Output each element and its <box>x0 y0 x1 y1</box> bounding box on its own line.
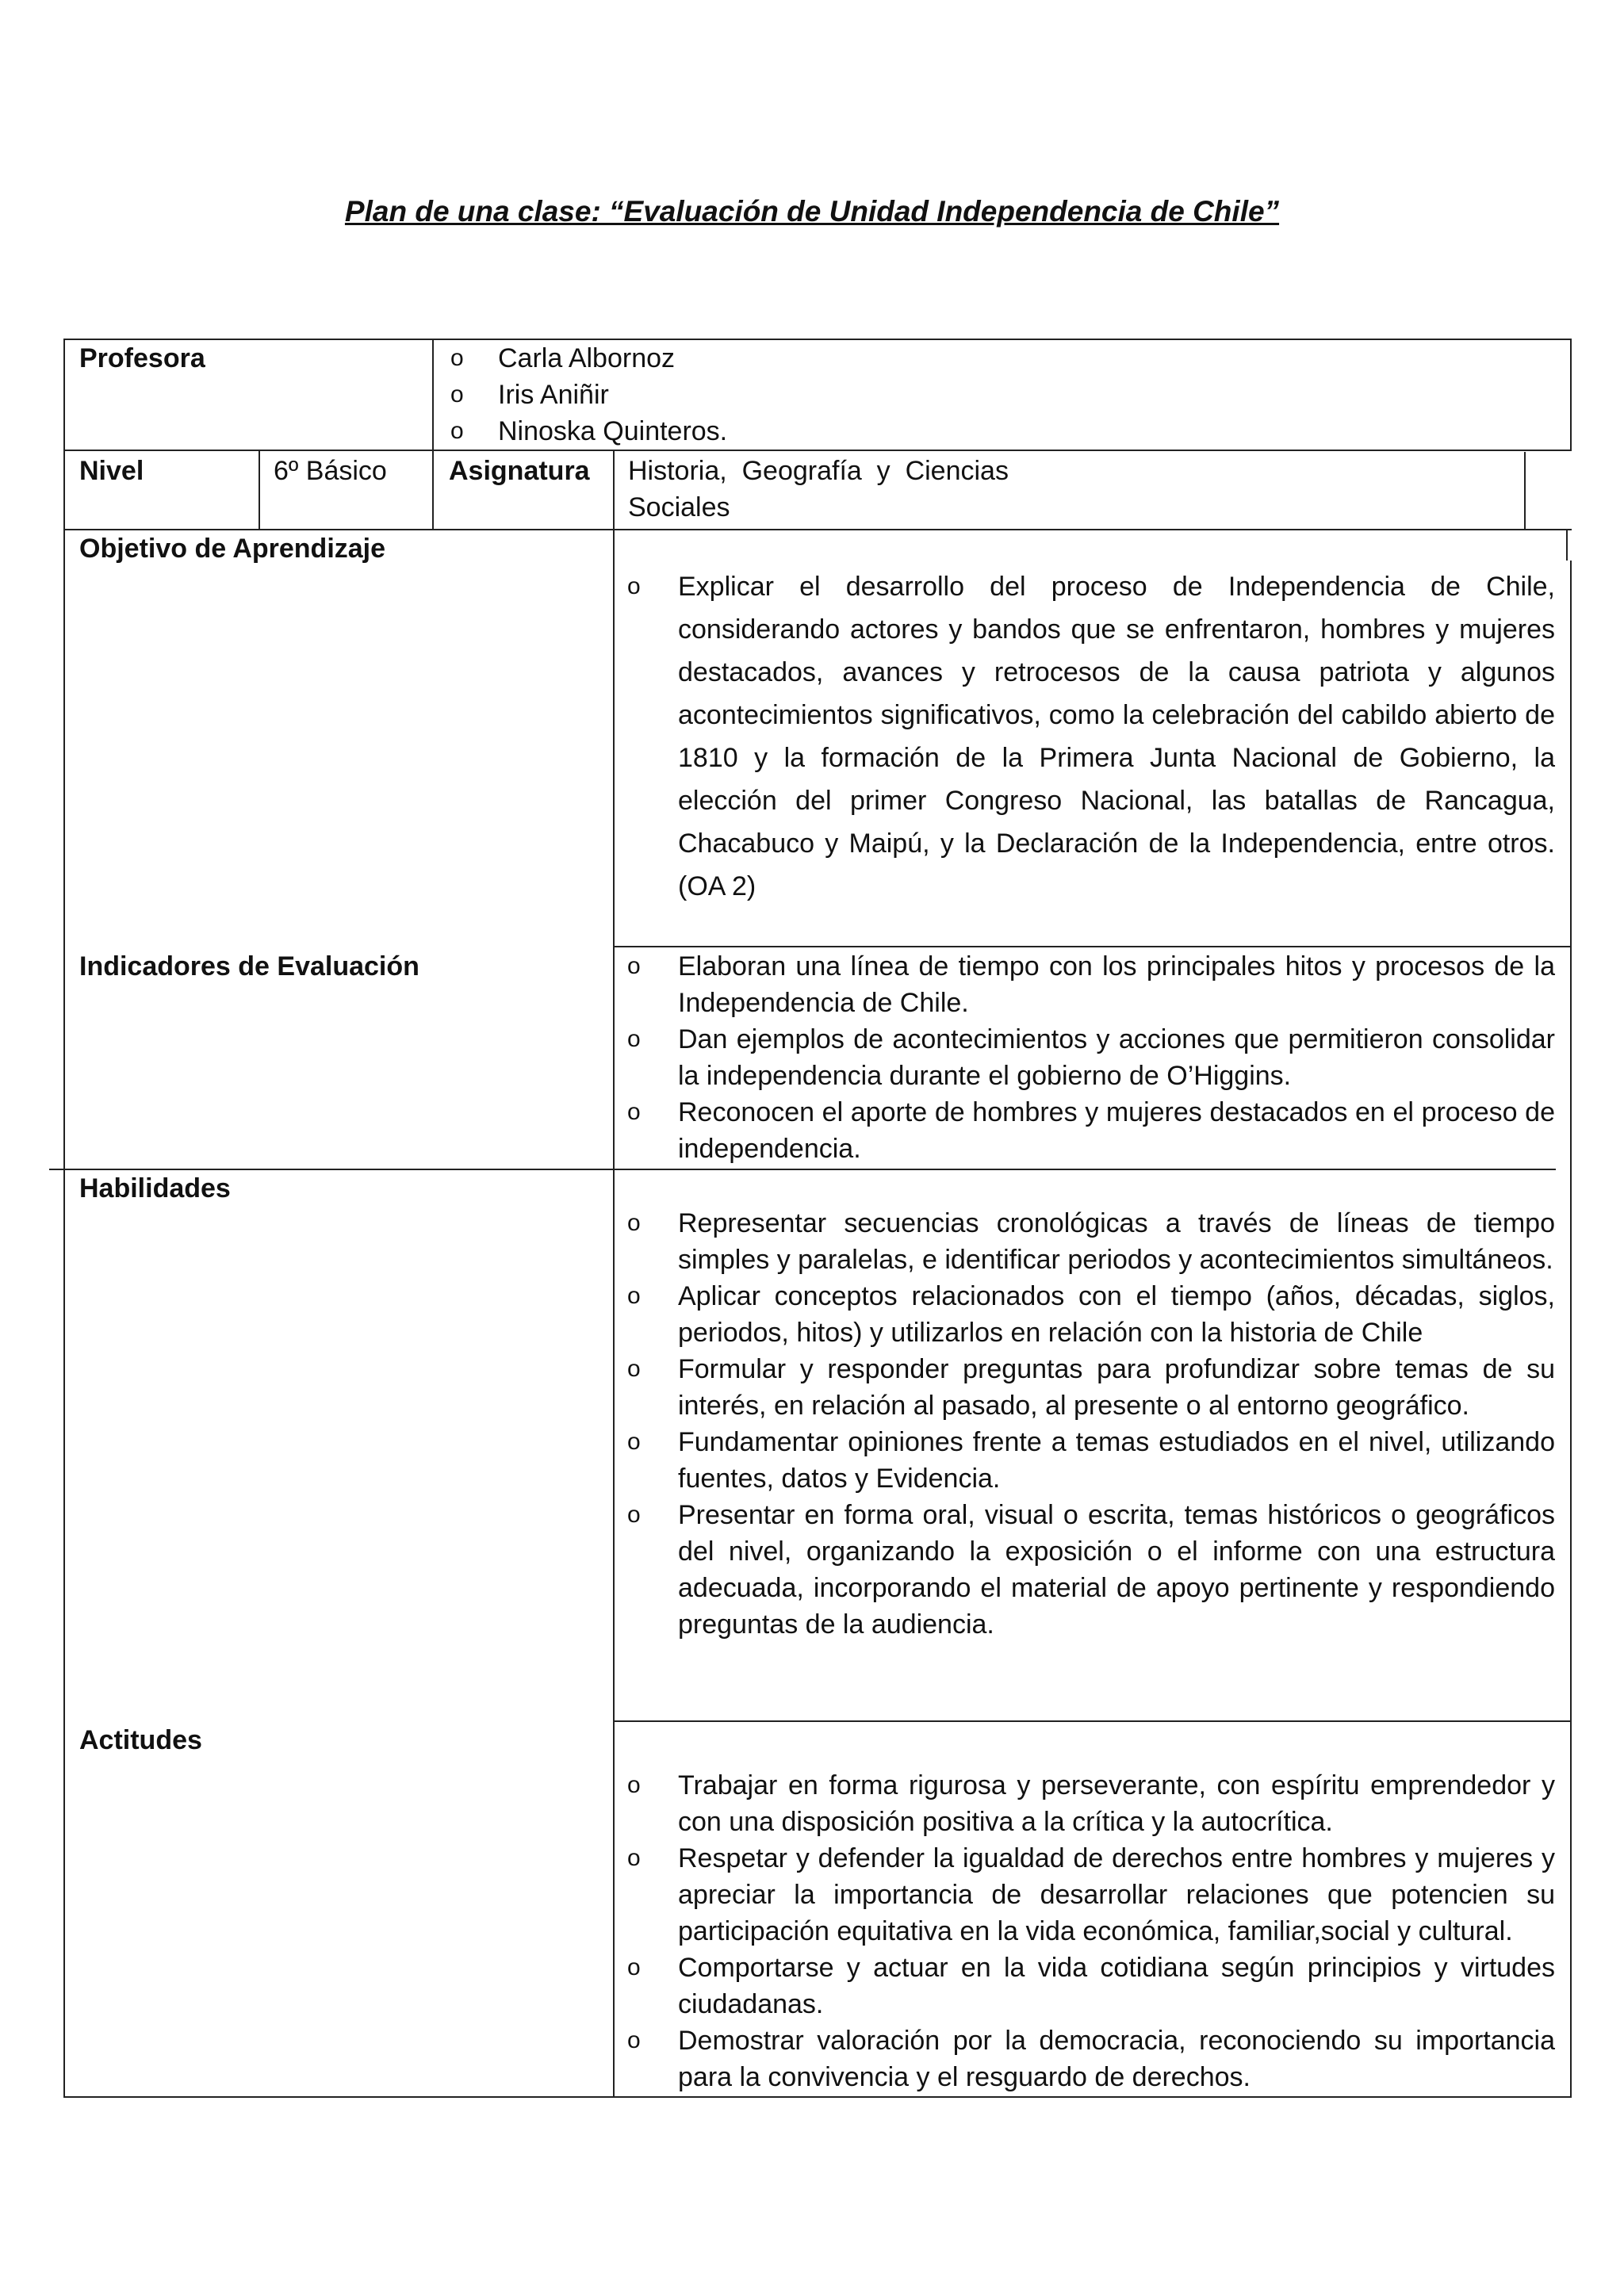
column-divider <box>259 450 260 529</box>
bullet-icon: o <box>627 1099 641 1125</box>
bullet-icon: o <box>450 418 464 444</box>
list-item: o Presentar en forma oral, visual o escrita, temas históricos o geográficos del nivel, organizando la exposición o el informe con una estructura adecuada, incorporando el material de apoyo pertinente y respondiendo preguntas de la audiencia. <box>613 1497 1555 1643</box>
list-item: o Elaboran una línea de tiempo con los principales hitos y procesos de la Independencia de Chile. <box>613 948 1555 1021</box>
list-item: o Carla Albornoz <box>432 340 1542 377</box>
table-border-right <box>1570 339 1572 450</box>
objetivo-list <box>613 565 1555 908</box>
bullet-icon: o <box>627 1429 641 1455</box>
habilidades-label: Habilidades <box>79 1173 231 1203</box>
asignatura-value-line1: Historia, Geografía y Ciencias <box>628 456 1009 486</box>
indicadores-list <box>613 948 1555 1167</box>
bullet-icon: o <box>627 573 641 599</box>
nivel-value: 6º Básico <box>274 456 387 486</box>
row-divider <box>613 946 1572 947</box>
table-border-right <box>1570 561 1572 2098</box>
table-border-right <box>1524 452 1526 529</box>
row-divider <box>63 450 1572 451</box>
row-divider <box>613 1720 1572 1722</box>
list-item: o Dan ejemplos de acontecimientos y acciones que permitieron consolidar la independencia durante el gobierno de O’Higgins. <box>613 1021 1555 1094</box>
list-item: o Iris Aniñir <box>432 377 1542 413</box>
profesora-label: Profesora <box>79 343 205 373</box>
bullet-icon: o <box>627 1502 641 1528</box>
table-border-right <box>1566 529 1568 561</box>
actitudes-label: Actitudes <box>79 1725 202 1755</box>
list-item: o Aplicar conceptos relacionados con el tiempo (años, décadas, siglos, periodos, hitos) y utilizarlos en relación con la historia de Chile <box>613 1278 1555 1351</box>
habilidades-list <box>613 1205 1555 1643</box>
bullet-icon: o <box>627 1026 641 1052</box>
bullet-icon: o <box>627 953 641 979</box>
page-title: Plan de una clase: “Evaluación de Unidad Independencia de Chile” <box>344 195 1280 228</box>
list-item: o Reconocen el aporte de hombres y mujeres destacados en el proceso de independencia. <box>613 1094 1555 1167</box>
list-item: o Representar secuencias cronológicas a través de líneas de tiempo simples y paralelas, e identificar periodos y acontecimientos simultáneos. <box>613 1205 1555 1278</box>
bullet-icon: o <box>627 1210 641 1236</box>
list-item: o Explicar el desarrollo del proceso de Independencia de Chile, considerando actores y bandos que se enfrentaron, hombres y mujeres destacados, avances y retrocesos de la causa patriota y algunos acontecimientos significativos, como la celebración del cabildo abierto de 1810 y la formación de la Primera Junta Nacional de Gobierno, la elección del primer Congreso Nacional, las batallas de Rancagua, Chacabuco y Maipú, y la Declaración de la Independencia, entre otros. (OA 2) <box>613 565 1555 908</box>
table-border-left <box>63 339 65 2098</box>
indicadores-label: Indicadores de Evaluación <box>79 951 419 982</box>
row-divider <box>49 1169 1556 1170</box>
objetivo-label: Objetivo de Aprendizaje <box>79 534 386 564</box>
bullet-icon: o <box>627 1283 641 1309</box>
bullet-icon: o <box>627 1845 641 1871</box>
table-border-bottom <box>63 2096 1572 2098</box>
asignatura-value-line2: Sociales <box>628 492 730 522</box>
asignatura-label: Asignatura <box>449 456 590 486</box>
list-item: o Comportarse y actuar en la vida cotidiana según principios y virtudes ciudadanas. <box>613 1950 1555 2022</box>
bullet-icon: o <box>450 345 464 371</box>
bullet-icon: o <box>627 1356 641 1382</box>
nivel-label: Nivel <box>79 456 144 486</box>
bullet-icon: o <box>627 2027 641 2053</box>
list-item: o Ninoska Quinteros. <box>432 413 1542 450</box>
list-item: o Respetar y defender la igualdad de derechos entre hombres y mujeres y apreciar la importancia de desarrollar relaciones que potencien su participación equitativa en la vida económica, familiar,social y cultural. <box>613 1840 1555 1950</box>
bullet-icon: o <box>450 381 464 408</box>
list-item: o Trabajar en forma rigurosa y perseverante, con espíritu emprendedor y con una disposición positiva a la crítica y la autocrítica. <box>613 1767 1555 1840</box>
actitudes-list <box>613 1767 1555 2095</box>
list-item: o Demostrar valoración por la democracia, reconociendo su importancia para la convivencia y el resguardo de derechos. <box>613 2022 1555 2095</box>
profesora-list <box>432 340 1542 450</box>
list-item: o Formular y responder preguntas para profundizar sobre temas de su interés, en relación al pasado, al presente o al entorno geográfico. <box>613 1351 1555 1424</box>
list-item: o Fundamentar opiniones frente a temas estudiados en el nivel, utilizando fuentes, datos y Evidencia. <box>613 1424 1555 1497</box>
bullet-icon: o <box>627 1954 641 1980</box>
bullet-icon: o <box>627 1772 641 1798</box>
